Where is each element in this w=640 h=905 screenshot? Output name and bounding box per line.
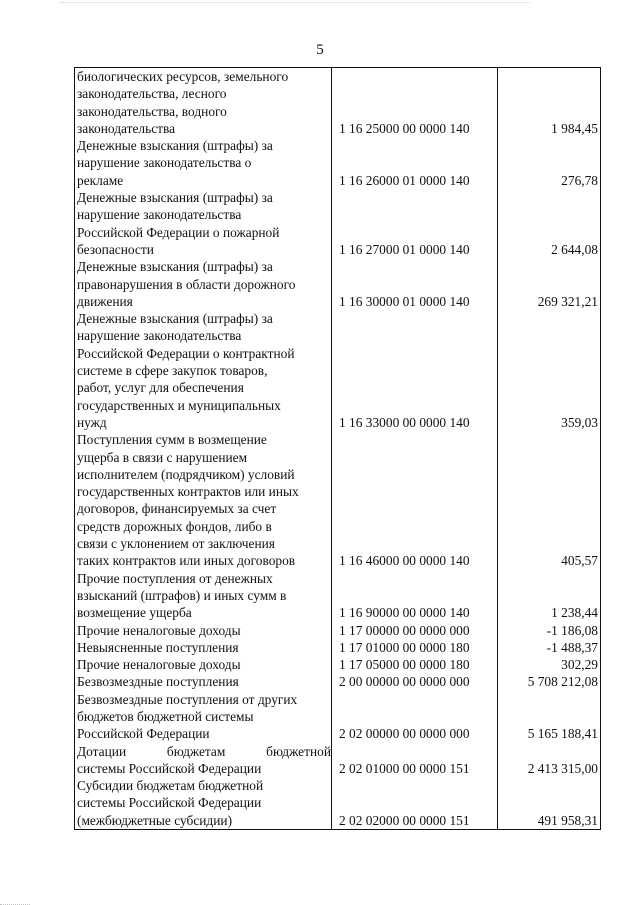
table-row	[75, 431, 601, 569]
row-name	[75, 691, 332, 743]
row-code: 2 02 01000 00 0000 151	[332, 743, 498, 778]
row-sum: -1 186,08	[498, 622, 601, 639]
row-code: 1 16 25000 00 0000 140	[332, 68, 498, 138]
row-name-line: системы Российской Федерации	[77, 760, 262, 776]
row-name-text: Денежные взыскания (штрафы) за нарушение законодательства о рекламе	[77, 138, 273, 188]
row-name-text: Безвозмездные поступления от других бюджетов бюджетной системы Российской Федерации	[77, 691, 298, 742]
row-name	[75, 777, 332, 829]
row-sum: 5 708 212,08	[498, 673, 601, 690]
table-row	[75, 189, 601, 258]
row-name	[75, 189, 332, 258]
row-name	[75, 258, 332, 310]
table-row	[75, 777, 601, 829]
revenue-table	[74, 67, 601, 830]
row-sum: 276,78	[498, 137, 601, 189]
row-name-text: Денежные взыскания (штрафы) за нарушение законодательства Российской Федерации о пожарной безопасности	[77, 190, 280, 257]
table-row	[75, 68, 601, 138]
row-name	[75, 68, 332, 138]
table-row	[75, 570, 601, 622]
row-code: 1 16 27000 01 0000 140	[332, 189, 498, 258]
row-sum: 2 644,08	[498, 189, 601, 258]
row-sum: 269 321,21	[498, 258, 601, 310]
table-row	[75, 691, 601, 743]
table-row	[75, 310, 601, 431]
scan-artifact-top	[60, 2, 530, 9]
row-sum: 1 238,44	[498, 570, 601, 622]
row-code: 1 16 30000 01 0000 140	[332, 258, 498, 310]
row-sum: 491 958,31	[498, 777, 601, 829]
row-code: 1 16 46000 00 0000 140	[332, 431, 498, 569]
row-name-text: Невыясненные поступления	[77, 639, 239, 655]
row-name	[75, 431, 332, 569]
table-row	[75, 258, 601, 310]
row-name-text: Субсидии бюджетам бюджетной системы Российской Федерации (межбюджетные субсидии)	[77, 778, 264, 828]
row-name	[75, 743, 332, 778]
table-row	[75, 622, 601, 639]
table-row	[75, 673, 601, 690]
row-code: 1 17 00000 00 0000 000	[332, 622, 498, 639]
row-code: 1 17 01000 00 0000 180	[332, 639, 498, 656]
row-name	[75, 673, 332, 690]
scan-artifact-bottom	[0, 896, 30, 905]
row-name-text: Денежные взыскания (штрафы) за нарушение законодательства Российской Федерации о контрактной системе в сфере закупок товаров, работ, услуг для обеспечения государственных и муниципальных нужд	[77, 311, 295, 430]
row-name	[75, 310, 332, 431]
row-code: 2 02 02000 00 0000 151	[332, 777, 498, 829]
row-name	[75, 622, 332, 639]
row-sum: 359,03	[498, 310, 601, 431]
row-name-line-justified: Дотации бюджетам бюджетной	[77, 743, 331, 759]
page-number: 5	[316, 42, 324, 58]
table-row	[75, 656, 601, 673]
row-sum: 2 413 315,00	[498, 743, 601, 778]
row-code: 1 17 05000 00 0000 180	[332, 656, 498, 673]
row-code: 1 16 26000 01 0000 140	[332, 137, 498, 189]
table-row	[75, 137, 601, 189]
row-name-text: Прочие поступления от денежных взысканий (штрафов) и иных сумм в возмещение ущерба	[77, 570, 287, 621]
row-code: 1 16 90000 00 0000 140	[332, 570, 498, 622]
row-sum: 1 984,45	[498, 68, 601, 138]
row-name	[75, 137, 332, 189]
row-name-text: Прочие неналоговые доходы	[77, 622, 241, 638]
row-name	[75, 639, 332, 656]
row-name-text: биологических ресурсов, земельного законодательства, лесного законодательства, водного законодательства	[77, 69, 289, 136]
row-name-text: Поступления сумм в возмещение ущерба в связи с нарушением исполнителем (подрядчиком) условий государственных контрактов или иных договоров, финансируемых за счет средств дорожных фондов, либо в связи с уклонением от заключения таких контрактов или иных договоров	[77, 432, 299, 569]
row-name	[75, 656, 332, 673]
row-sum: -1 488,37	[498, 639, 601, 656]
row-code: 2 02 00000 00 0000 000	[332, 691, 498, 743]
row-sum: 5 165 188,41	[498, 691, 601, 743]
row-sum: 302,29	[498, 656, 601, 673]
row-name-text: Денежные взыскания (штрафы) за правонарушения в области дорожного движения	[77, 259, 296, 309]
row-name-text: Прочие неналоговые доходы	[77, 657, 241, 673]
table-row	[75, 639, 601, 656]
row-code: 1 16 33000 00 0000 140	[332, 310, 498, 431]
row-name-text: Безвозмездные поступления	[77, 674, 239, 690]
row-sum: 405,57	[498, 431, 601, 569]
table-row	[75, 743, 601, 778]
row-code: 2 00 00000 00 0000 000	[332, 673, 498, 690]
row-name	[75, 570, 332, 622]
